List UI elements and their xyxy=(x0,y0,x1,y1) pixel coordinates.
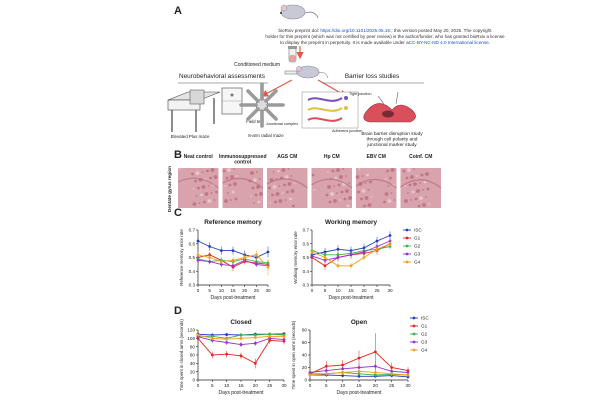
x-axis-label: Days post-treatment xyxy=(210,295,256,301)
field-test-label: Field test xyxy=(246,119,264,124)
y-tick-label: 0.7 xyxy=(302,227,309,233)
chart-closed-arms xyxy=(179,319,287,396)
legend-marker xyxy=(406,229,409,232)
preprint-notice xyxy=(265,28,505,45)
elevated-plus-maze-label: Elevated Plus maze xyxy=(170,134,210,139)
y-tick-label: 0.4 xyxy=(188,268,195,274)
mouse-icon xyxy=(280,5,318,19)
data-point xyxy=(337,248,340,251)
data-point xyxy=(225,353,228,356)
histology-image xyxy=(223,168,264,208)
x-tick-label: 15 xyxy=(356,383,362,388)
x-tick-label: 30 xyxy=(387,288,393,293)
y-tick-label: 0 xyxy=(304,377,307,383)
data-point xyxy=(363,251,366,254)
legend-label: G1 xyxy=(414,235,421,241)
data-point xyxy=(208,245,211,248)
x-tick-label: 10 xyxy=(340,383,346,388)
y-axis-label: Reference memory error rate xyxy=(179,229,184,286)
data-point xyxy=(240,343,243,346)
x-axis-label: Days post-treatment xyxy=(218,390,264,396)
chart-working-memory xyxy=(293,219,422,301)
data-point xyxy=(211,354,214,357)
neuro-title: Neurobehavioral assessments xyxy=(179,73,265,80)
y-tick-label: 0.4 xyxy=(302,268,309,274)
y-tick-label: 80 xyxy=(189,344,195,350)
legend xyxy=(403,228,422,265)
data-point xyxy=(197,334,200,337)
panel-label-b: B xyxy=(174,149,182,161)
x-tick-label: 0 xyxy=(310,288,314,293)
junction-diagram xyxy=(302,92,358,128)
x-tick-label: 5 xyxy=(323,288,327,293)
data-point xyxy=(220,249,223,252)
svg-text:to display the preprint in per xyxy=(280,40,490,45)
x-tick-label: 20 xyxy=(252,383,258,388)
legend-marker xyxy=(406,261,409,264)
data-point xyxy=(363,256,366,259)
legend-label: G2 xyxy=(421,331,428,337)
x-tick-label: 5 xyxy=(325,383,328,388)
barrier-title: Barrier loss studies xyxy=(344,73,400,80)
histology-column-label: AGS CM xyxy=(277,154,298,160)
data-point xyxy=(309,374,312,377)
x-tick-label: 20 xyxy=(361,288,367,293)
data-point xyxy=(232,249,235,252)
cell-icon xyxy=(364,92,416,122)
histology-image xyxy=(267,168,308,208)
radial-maze-icon xyxy=(241,84,283,126)
y-axis-label: Working memory error rate xyxy=(293,231,298,284)
chart-title: Working memory xyxy=(324,219,378,226)
histology-column-label: Coinf. CM xyxy=(409,154,433,160)
x-tick-label: 0 xyxy=(196,383,200,388)
histology-image xyxy=(178,168,219,208)
preprint-doi-link[interactable]: https://doi.org/10.1101/2025.05.19. xyxy=(320,28,392,33)
preprint-line3-prefix: to display the preprint in perpetuity. It is made available under a xyxy=(280,40,409,45)
barrier-study-text-line: junctional marker study xyxy=(367,143,417,149)
x-tick-label: 0 xyxy=(308,383,312,388)
data-point xyxy=(240,337,243,340)
y-tick-label: 40 xyxy=(189,360,195,366)
y-tick-label: 0.3 xyxy=(188,282,195,288)
chart-title: Closed xyxy=(230,319,252,326)
y-axis-label: Time spent in closed arms (seconds) xyxy=(179,319,184,391)
data-point xyxy=(311,251,314,254)
data-point xyxy=(358,357,361,360)
y-tick-label: 80 xyxy=(301,327,307,333)
data-point xyxy=(267,251,270,254)
legend-label: G3 xyxy=(414,251,421,257)
y-axis-label: Time spent in open arms (seconds) xyxy=(291,320,296,390)
data-point xyxy=(376,240,379,243)
x-tick-label: 15 xyxy=(238,383,244,388)
data-point xyxy=(197,259,200,262)
y-tick-label: 0.5 xyxy=(188,255,195,261)
data-point xyxy=(254,342,257,345)
data-point xyxy=(255,263,258,266)
y-tick-label: 60 xyxy=(301,340,307,346)
y-tick-label: 0.5 xyxy=(302,255,309,261)
data-point xyxy=(208,260,211,263)
chart-title: Open xyxy=(350,319,368,326)
data-point xyxy=(374,371,377,374)
preprint-line1-suffix: ; this version posted May 20, 2025. The copyright xyxy=(391,28,492,33)
legend-label: G1 xyxy=(421,323,428,329)
barrier-study-text-line: through cell polarity and xyxy=(366,137,418,143)
x-tick-label: 30 xyxy=(281,383,287,388)
x-tick-label: 0 xyxy=(196,288,200,293)
data-point xyxy=(350,264,353,267)
data-point xyxy=(337,256,340,259)
panel-label-a: A xyxy=(174,5,182,17)
x-tick-label: 20 xyxy=(372,383,378,388)
y-tick-label: 0 xyxy=(192,377,195,383)
data-point xyxy=(197,253,200,256)
legend-label: G3 xyxy=(421,339,428,345)
data-point xyxy=(208,256,211,259)
y-tick-label: 0.7 xyxy=(188,227,195,233)
x-tick-label: 25 xyxy=(267,383,273,388)
x-tick-label: 10 xyxy=(224,383,230,388)
preprint-line2: holder for this preprint (which was not certified by peer review) is the author/funder, who has granted bioRxiv a license xyxy=(265,34,505,39)
row-label-dentate-gyrus: Dentate gyrus region xyxy=(167,166,172,212)
data-point xyxy=(254,362,257,365)
y-tick-label: 120 xyxy=(187,327,195,333)
x-tick-label: 25 xyxy=(253,288,259,293)
histology-image xyxy=(312,168,353,208)
y-tick-label: 60 xyxy=(189,352,195,358)
y-tick-label: 20 xyxy=(301,365,307,371)
data-point xyxy=(389,234,392,237)
x-tick-label: 15 xyxy=(348,288,354,293)
preprint-line1-prefix: bioRxiv preprint doi: xyxy=(278,28,321,33)
series-line xyxy=(198,338,284,363)
adherens-junction-label: Adherens junction xyxy=(332,129,363,133)
x-tick-label: 5 xyxy=(211,383,214,388)
data-point xyxy=(350,253,353,256)
data-point xyxy=(255,253,258,256)
x-tick-label: 5 xyxy=(208,288,211,293)
x-tick-label: 20 xyxy=(242,288,248,293)
legend-label: G4 xyxy=(414,259,421,265)
legend-marker xyxy=(413,341,416,344)
tube-icon xyxy=(288,46,297,62)
legend-marker xyxy=(413,333,416,336)
elevated-plus-maze-icon xyxy=(168,90,220,132)
data-point xyxy=(341,371,344,374)
y-tick-label: 0.3 xyxy=(302,282,309,288)
legend-label: ISC xyxy=(414,227,422,233)
data-point xyxy=(324,256,327,259)
data-point xyxy=(390,372,393,375)
data-point xyxy=(220,260,223,263)
legend-marker xyxy=(413,325,416,328)
panel-label-c: C xyxy=(174,207,182,219)
legend-marker xyxy=(406,253,409,256)
histology-column-label: Hp CM xyxy=(323,154,340,160)
panel-label-d: D xyxy=(174,305,182,317)
legend-label: G4 xyxy=(421,347,428,353)
data-point xyxy=(232,259,235,262)
data-point xyxy=(211,337,214,340)
y-tick-label: 0.6 xyxy=(302,241,309,247)
chart-reference-memory xyxy=(179,219,271,301)
data-point xyxy=(225,341,228,344)
data-point xyxy=(240,334,243,337)
data-point xyxy=(374,365,377,368)
data-point xyxy=(197,240,200,243)
conditioned-medium-label: Conditioned medium xyxy=(234,62,280,68)
data-point xyxy=(324,264,327,267)
data-point xyxy=(240,354,243,357)
radial-maze-label: 8-arm radial maze xyxy=(248,133,284,138)
data-point xyxy=(283,335,286,338)
y-tick-label: 100 xyxy=(187,335,195,341)
x-tick-label: 10 xyxy=(218,288,224,293)
svg-text:bioRxiv preprint doi: https:// xyxy=(278,28,492,33)
data-point xyxy=(376,248,379,251)
legend-label: G2 xyxy=(414,243,421,249)
x-tick-label: 10 xyxy=(335,288,341,293)
data-point xyxy=(225,338,228,341)
preprint-license-link[interactable]: CC-BY-NC-ND 4.0 International license xyxy=(408,40,489,45)
series-g1 xyxy=(197,336,286,369)
tight-junction-label: Tight junction xyxy=(349,92,372,96)
preprint-line3-suffix: . xyxy=(488,40,490,45)
data-point xyxy=(337,264,340,267)
data-point xyxy=(254,336,257,339)
x-tick-label: 15 xyxy=(230,288,236,293)
y-tick-label: 0.6 xyxy=(188,241,195,247)
histology-image xyxy=(356,168,397,208)
x-tick-label: 25 xyxy=(389,383,395,388)
y-tick-label: 20 xyxy=(189,369,195,375)
mouse-icon-treated xyxy=(297,66,329,78)
histology-column-label: EBV CM xyxy=(366,154,386,160)
data-point xyxy=(374,350,377,353)
data-point xyxy=(232,264,235,267)
histology-column-label: Neat control xyxy=(183,154,213,160)
data-point xyxy=(358,370,361,373)
x-axis-label: Days post-treatment xyxy=(328,295,374,301)
data-point xyxy=(389,242,392,245)
legend-marker xyxy=(406,245,409,248)
legend-marker xyxy=(406,237,409,240)
chart-open-arms xyxy=(291,316,429,396)
barrier-study-text-line: Brain barrier disruption study xyxy=(361,132,423,137)
data-point xyxy=(407,374,410,377)
histology-column-label: Immunosuppressed control xyxy=(218,154,267,166)
legend-marker xyxy=(413,349,416,352)
x-tick-label: 30 xyxy=(265,288,271,293)
data-point xyxy=(311,255,314,258)
data-point xyxy=(243,256,246,259)
legend xyxy=(410,316,429,353)
chart-title: Reference memory xyxy=(204,219,262,226)
legend-label: ISC xyxy=(421,315,429,321)
junctional-complex-label: Junctional complex xyxy=(265,122,298,126)
x-tick-label: 30 xyxy=(405,383,411,388)
data-point xyxy=(341,367,344,370)
x-axis-label: Days post-treatment xyxy=(336,390,382,396)
data-point xyxy=(325,365,328,368)
data-point xyxy=(267,266,270,269)
data-point xyxy=(225,333,228,336)
open-field-icon xyxy=(222,88,242,114)
data-point xyxy=(358,366,361,369)
data-point xyxy=(268,335,271,338)
arrow-to-neuro xyxy=(262,80,292,96)
y-tick-label: 40 xyxy=(301,352,307,358)
x-tick-label: 25 xyxy=(374,288,380,293)
histology-image xyxy=(401,168,442,208)
barrier-study-text xyxy=(361,131,423,148)
legend-marker xyxy=(413,317,416,320)
histology-strip xyxy=(178,154,441,208)
data-point xyxy=(325,372,328,375)
